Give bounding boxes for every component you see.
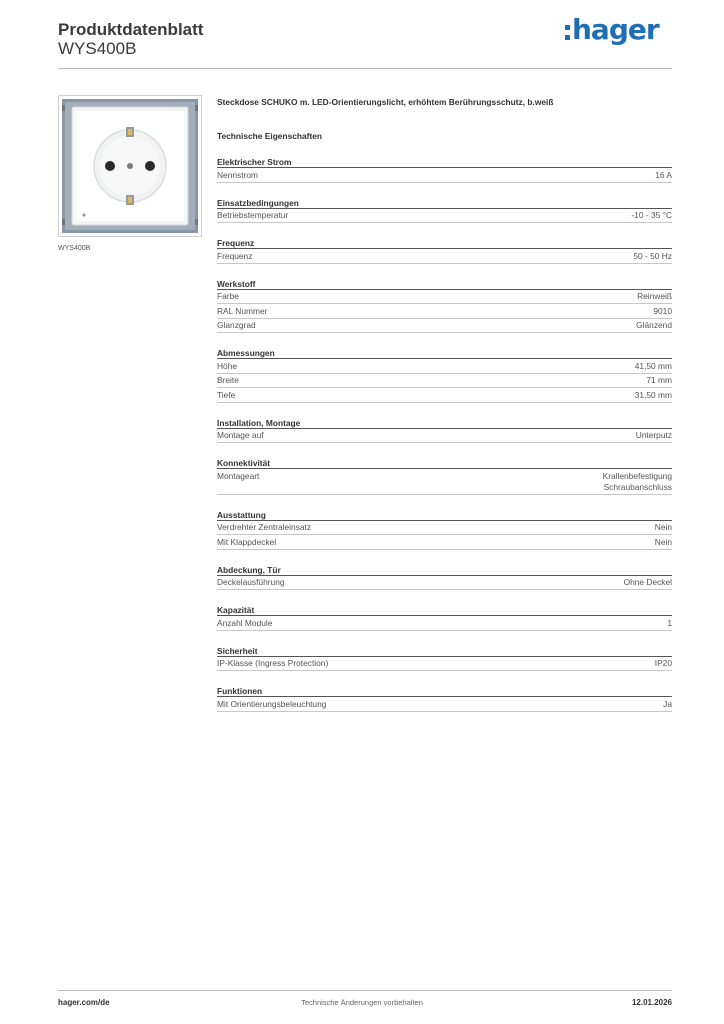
image-caption: WYS400B <box>58 245 91 252</box>
property-label: Montageart <box>217 470 260 481</box>
property-row <box>217 521 672 536</box>
property-label: Mit Orientierungsbeleuchtung <box>217 698 327 709</box>
property-label: Frequenz <box>217 250 253 261</box>
property-label: Deckelausführung <box>217 577 285 587</box>
property-row <box>217 535 672 550</box>
property-section <box>217 278 672 334</box>
article-number: WYS400B <box>58 39 137 58</box>
property-row <box>217 249 672 264</box>
section-heading: Werkstoff <box>217 278 672 290</box>
property-value: 9010 <box>653 305 672 316</box>
property-value: 1 <box>667 617 672 628</box>
footer-date: 12.01.2026 <box>631 998 672 1007</box>
section-spacer <box>217 550 672 564</box>
header-divider <box>58 68 672 69</box>
section-heading: Einsatzbedingungen <box>217 197 672 209</box>
section-heading: Kapazität <box>217 604 672 616</box>
property-value: Ja <box>663 698 672 709</box>
section-heading: Abmessungen <box>217 347 672 359</box>
property-label: Montage auf <box>217 430 264 440</box>
property-value: 16 A <box>655 169 672 180</box>
property-row <box>217 469 672 495</box>
section-spacer <box>217 443 672 457</box>
section-spacer <box>217 333 672 347</box>
property-row <box>217 304 672 319</box>
property-section <box>217 347 672 403</box>
section-spacer <box>217 403 672 417</box>
property-value: 41,50 mm <box>634 360 672 371</box>
property-row <box>217 374 672 389</box>
property-section <box>217 509 672 550</box>
section-spacer <box>217 590 672 604</box>
property-section <box>217 604 672 631</box>
property-label: IP-Klasse (Ingress Protection) <box>217 658 329 668</box>
property-value: IP20 <box>654 658 672 668</box>
section-heading: Konnektivität <box>217 457 672 469</box>
property-value: Nein <box>654 536 672 547</box>
property-value: Glänzend <box>636 320 672 330</box>
property-section <box>217 197 672 224</box>
property-row <box>217 168 672 183</box>
product-image <box>58 95 202 237</box>
section-heading: Elektrischer Strom <box>217 156 672 168</box>
properties-table <box>217 156 672 712</box>
property-section <box>217 457 672 495</box>
page-title: Produktdatenblatt <box>58 20 204 39</box>
section-spacer <box>217 495 672 509</box>
property-section <box>217 237 672 264</box>
property-section <box>217 685 672 712</box>
property-value: 50 - 50 Hz <box>633 250 672 261</box>
section-spacer <box>217 223 672 237</box>
footer-divider <box>58 990 672 991</box>
section-spacer <box>217 264 672 278</box>
property-label: Verdrehter Zentraleinsatz <box>217 522 312 532</box>
product-title: Steckdose SCHUKO m. LED-Orientierungslicht, erhöhtem Berührungsschutz, b.weiß <box>217 97 554 107</box>
property-label: Breite <box>217 375 239 385</box>
property-label: Nennstrom <box>217 169 258 180</box>
property-row <box>217 290 672 305</box>
section-heading: Installation, Montage <box>217 417 672 429</box>
property-label: Höhe <box>217 360 238 371</box>
property-value: Reinweiß <box>637 291 672 301</box>
property-label: RAL Nummer <box>217 305 268 316</box>
property-value: 31,50 mm <box>634 389 672 400</box>
property-section <box>217 417 672 444</box>
logo-dots-icon <box>565 25 570 40</box>
property-label: Glanzgrad <box>217 320 256 330</box>
property-row <box>217 657 672 672</box>
property-label: Mit Klappdeckel <box>217 536 277 547</box>
property-section <box>217 645 672 672</box>
property-label: Farbe <box>217 291 239 301</box>
footer-website-link[interactable]: hager.com/de <box>58 998 110 1007</box>
property-label: Tiefe <box>217 389 236 400</box>
property-row <box>217 319 672 334</box>
property-row <box>217 576 672 591</box>
property-value: 71 mm <box>646 375 672 385</box>
properties-heading: Technische Eigenschaften <box>217 131 323 141</box>
footer-note: Technische Änderungen vorbehalten <box>301 998 423 1007</box>
property-value: -10 - 35 °C <box>631 210 672 220</box>
property-value: Krallenbefestigung Schraubanschluss <box>602 470 672 492</box>
section-heading: Funktionen <box>217 685 672 697</box>
property-section <box>217 156 672 183</box>
section-heading: Sicherheit <box>217 645 672 657</box>
property-section <box>217 564 672 591</box>
property-row <box>217 388 672 403</box>
section-heading: Frequenz <box>217 237 672 249</box>
section-spacer <box>217 183 672 197</box>
section-heading: Ausstattung <box>217 509 672 521</box>
property-value: Nein <box>654 522 672 532</box>
property-row <box>217 209 672 224</box>
section-spacer <box>217 631 672 645</box>
logo-text: hager <box>572 13 659 46</box>
property-row <box>217 697 672 712</box>
property-label: Anzahl Module <box>217 617 273 628</box>
section-heading: Abdeckung, Tür <box>217 564 672 576</box>
schuko-socket-icon <box>62 99 198 233</box>
hager-logo <box>565 12 659 48</box>
property-label: Betriebstemperatur <box>217 210 289 220</box>
property-row <box>217 616 672 631</box>
property-value: Ohne Deckel <box>623 577 672 587</box>
section-spacer <box>217 671 672 685</box>
property-row <box>217 359 672 374</box>
property-row <box>217 429 672 444</box>
property-value: Unterputz <box>635 430 672 440</box>
